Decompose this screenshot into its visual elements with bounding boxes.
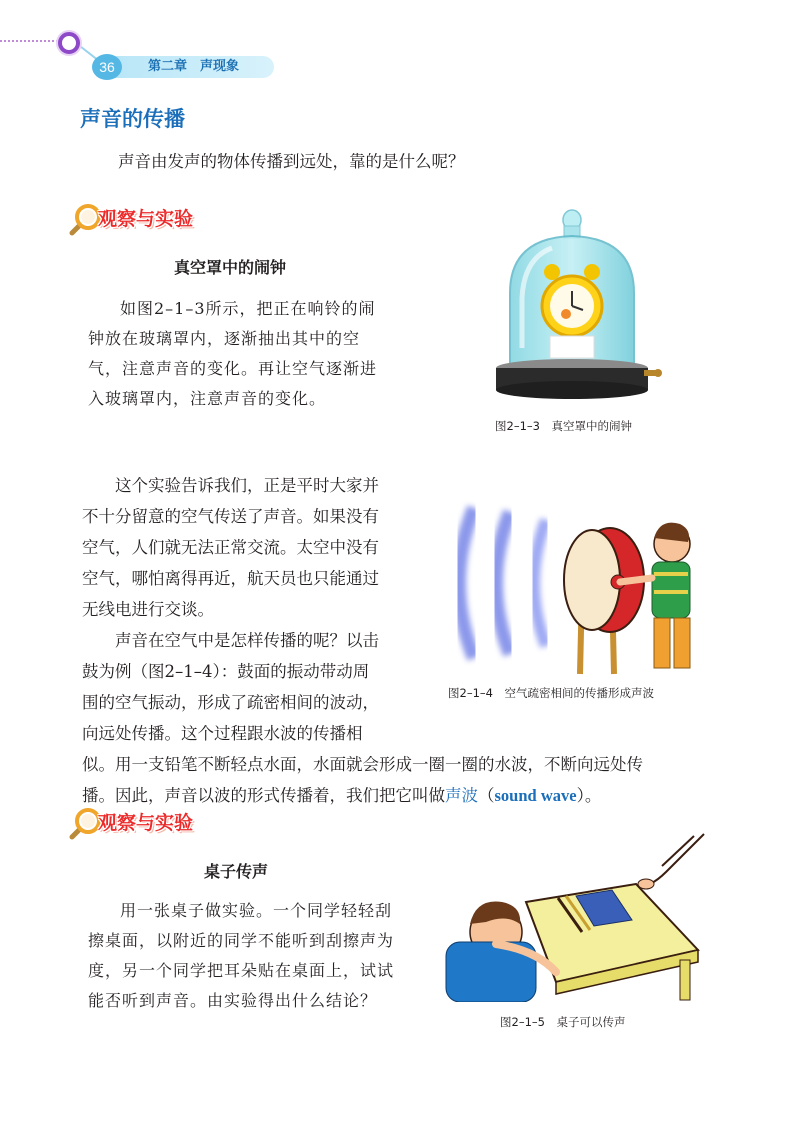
exp2-line: 能否听到声音。由实验得出什么结论？: [88, 991, 378, 1010]
body-line: 这个实验告诉我们，正是平时大家并: [115, 476, 379, 495]
header-ring-icon: [58, 32, 80, 54]
body-line: 空气，哪怕离得再近，航天员也只能通过: [82, 569, 379, 588]
exp1-text: [88, 294, 428, 414]
page-number: 36: [92, 54, 122, 80]
body-line: 空气，人们就无法正常交流。太空中没有: [82, 538, 379, 557]
section-title: 声音的传播: [80, 107, 185, 131]
drum-waves-figure: [440, 488, 700, 678]
fig2-caption: 图2–1–4 空气疏密相间的传播形成声波: [448, 686, 654, 700]
observe-label: 观察与实验: [98, 208, 194, 230]
exp1-line: 钟放在玻璃罩内，逐渐抽出其中的空: [88, 329, 361, 348]
exp2-line: 用一张桌子做实验。一个同学轻轻刮: [120, 901, 393, 920]
body-line: 围的空气振动，形成了疏密相间的波动，: [82, 693, 379, 712]
paren-open: （: [478, 786, 495, 805]
last-line-after: ）。: [576, 786, 602, 805]
term-english: sound wave: [494, 786, 577, 805]
exp1-line: 如图2–1–3所示，把正在响铃的闹: [120, 299, 376, 318]
body-line: 似。用一支铅笔不断轻点水面，水面就会形成一圈一圈的水波，不断向远处传: [82, 755, 643, 774]
fig3-caption: 图2–1–5 桌子可以传声: [500, 1015, 626, 1029]
exp2-text: [88, 896, 438, 1016]
body-line: 鼓为例（图2–1–4）：鼓面的振动带动周: [82, 662, 370, 681]
body-line: 向远处传播。这个过程跟水波的传播相: [82, 724, 363, 743]
exp1-line: 入玻璃罩内，注意声音的变化。: [88, 389, 327, 408]
fig1-caption: 图2–1–3 真空罩中的闹钟: [495, 419, 632, 433]
observe-badge: [64, 200, 244, 242]
observe-badge: [64, 804, 244, 846]
exp1-title: 真空罩中的闹钟: [174, 258, 287, 277]
term-sound-wave: 声波: [445, 786, 478, 805]
exp2-line: 度，另一个同学把耳朵贴在桌面上，试试: [88, 961, 395, 980]
body-line: 无线电进行交谈。: [82, 600, 214, 619]
body-line: 声音在空气中是怎样传播的呢？以击: [115, 631, 379, 650]
exp2-title: 桌子传声: [204, 862, 269, 881]
observe-label: 观察与实验: [98, 812, 194, 834]
desk-figure: [436, 832, 706, 1002]
chapter-title: 第二章 声现象: [148, 59, 240, 74]
exp1-line: 气，注意声音的变化。再让空气逐渐进: [88, 359, 378, 378]
exp2-line: 擦桌面，以附近的同学不能听到刮擦声为: [88, 931, 395, 950]
bell-jar-figure: [492, 198, 662, 410]
last-line-before: 播。因此，声音以波的形式传播着，我们把它叫做: [82, 786, 445, 805]
intro-text: 声音由发声的物体传播到远处，靠的是什么呢？: [118, 152, 465, 171]
body-line: 不十分留意的空气传送了声音。如果没有: [82, 507, 379, 526]
